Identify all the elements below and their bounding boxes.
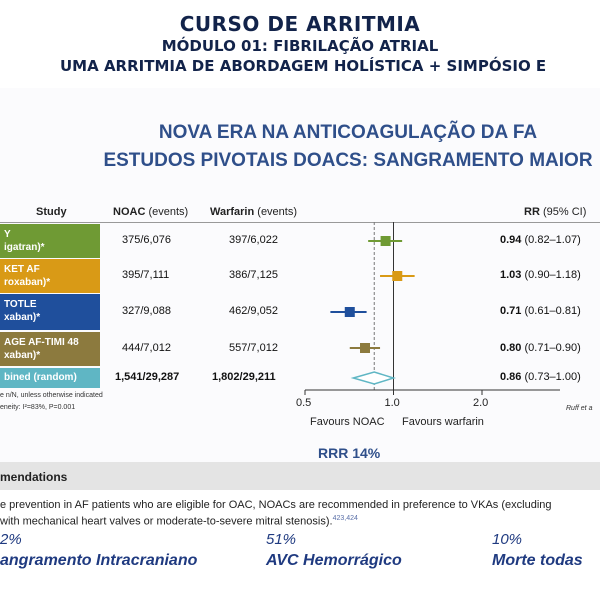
course-title: CURSO DE ARRITMIA [179, 12, 421, 36]
rr-value: 0.80 (0.71–0.90) [500, 342, 581, 354]
warfarin-events: 386/7,125 [229, 269, 278, 281]
stat-label-1: angramento Intracraniano [0, 552, 198, 569]
noac-events: 1,541/29,287 [115, 371, 180, 383]
study-name-line2: igatran)* [4, 242, 45, 253]
rrr-label: RRR 14% [318, 445, 381, 461]
stat-label-3: Morte todas [492, 552, 583, 569]
warfarin-events: 397/6,022 [229, 234, 278, 246]
recommendations-heading: mendations [0, 470, 68, 484]
footnote-1: e n/N, unless otherwise indicated [0, 392, 103, 399]
noac-events: 444/7,012 [122, 342, 171, 354]
stat-pct-3: 10% [492, 531, 523, 548]
point-estimate [381, 236, 391, 246]
warfarin-events: 462/9,052 [229, 305, 278, 317]
rr-value: 0.86 (0.73–1.00) [500, 371, 581, 383]
warfarin-events: 557/7,012 [229, 342, 278, 354]
warfarin-events: 1,802/29,211 [212, 371, 276, 383]
col-header-noac: NOAC (events) [113, 206, 189, 218]
slide-subtitle: ESTUDOS PIVOTAIS DOACS: SANGRAMENTO MAIOR [103, 150, 593, 171]
favours-noac-label: Favours NOAC [310, 416, 385, 428]
study-name-line2: xaban)* [4, 312, 41, 323]
footnote-2: eneity: I²=83%, P=0.001 [0, 404, 76, 411]
study-name-line2: xaban)* [4, 350, 41, 361]
recommendations-bar [0, 462, 600, 490]
col-header-rr: RR (95% CI) [524, 206, 587, 218]
noac-events: 375/6,076 [122, 234, 171, 246]
point-estimate [345, 307, 355, 317]
study-name-line1: Y [4, 229, 11, 240]
favours-warfarin-label: Favours warfarin [402, 416, 484, 428]
module-title: MÓDULO 01: FIBRILAÇÃO ATRIAL [161, 37, 439, 55]
stat-label-2: AVC Hemorrágico [266, 552, 402, 569]
recommendation-line-1: e prevention in AF patients who are eligible for OAC, NOACs are recommended in preference to VKAs (excluding [0, 499, 552, 511]
recommendation-line-2: with mechanical heart valves or moderate-to-severe mitral stenosis).$^{423,424}$ [0, 515, 358, 528]
point-estimate [392, 271, 402, 281]
col-header-study: Study [36, 206, 67, 218]
noac-events: 327/9,088 [122, 305, 171, 317]
pooled-diamond [353, 372, 393, 384]
rr-value: 0.94 (0.82–1.07) [500, 234, 581, 246]
x-tick-label: 2.0 [473, 397, 489, 409]
rr-value: 0.71 (0.61–0.81) [500, 305, 581, 317]
study-name-line1: bined (random) [4, 372, 77, 383]
rr-value: 1.03 (0.90–1.18) [500, 269, 581, 281]
module-subtitle: UMA ARRITMIA DE ABORDAGEM HOLÍSTICA + SIMPÓSIO E [60, 57, 547, 75]
citation: Ruff et a [566, 405, 593, 412]
forest-plot [0, 222, 600, 402]
slide-title: NOVA ERA NA ANTICOAGULAÇÃO DA FA [158, 122, 538, 143]
col-header-warfarin: Warfarin (events) [210, 206, 298, 218]
study-name-line2: roxaban)* [4, 277, 51, 288]
point-estimate [360, 343, 370, 353]
x-tick-label: 0.5 [296, 397, 312, 409]
noac-events: 395/7,111 [122, 269, 170, 281]
x-tick-label: 1.0 [384, 397, 400, 409]
stat-pct-2: 51% [266, 531, 297, 548]
study-name-line1: KET AF [4, 264, 40, 275]
stat-pct-1: 2% [0, 531, 22, 548]
study-name-line1: TOTLE [4, 299, 37, 310]
study-name-line1: AGE AF-TIMI 48 [4, 337, 79, 348]
